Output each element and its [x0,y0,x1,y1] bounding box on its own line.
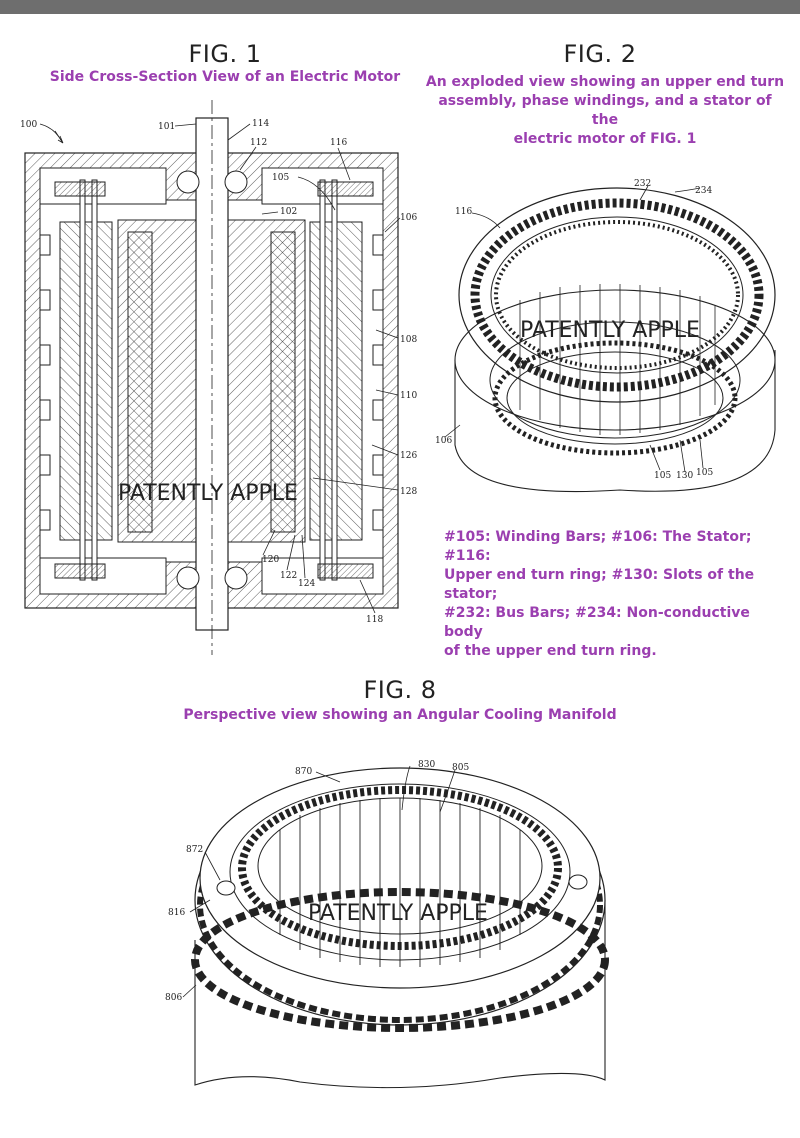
legend-line: #232: Bus Bars; #234: Non-conductive body [444,605,750,640]
bearing [177,567,199,589]
watermark: PATENTLY APPLE [308,901,488,926]
ref-232: 232 [634,179,652,189]
ref-126: 126 [400,451,418,461]
fig2-title: FIG. 2 [563,40,637,68]
ref-872: 872 [186,845,204,855]
ref-100: 100 [20,120,38,130]
ref-101: 101 [158,122,176,132]
legend-line: of the upper end turn ring. [444,643,657,659]
fig1-drawing [20,100,417,655]
ref-816: 816 [168,908,186,918]
ref-106: 106 [435,436,453,446]
fig2-caption-line: An exploded view showing an upper end turn [425,74,785,90]
ref-112: 112 [250,138,268,148]
port [217,881,235,895]
fig1-caption: Side Cross-Section View of an Electric Motor [49,69,401,85]
ref-870: 870 [295,767,313,777]
watermark: PATENTLY APPLE [118,481,298,506]
stator-left [60,222,112,540]
bearing [177,171,199,193]
ref-105b: 105 [696,468,714,478]
ref-830: 830 [418,760,436,770]
ref-122: 122 [280,571,298,581]
end-ring-bottom-right [318,564,373,578]
ref-105: 105 [654,471,672,481]
ref-102: 102 [280,207,298,217]
fig8-title: FIG. 8 [363,676,437,704]
watermark: PATENTLY APPLE [520,318,700,343]
ref-124: 124 [298,579,316,589]
ref-108: 108 [400,335,418,345]
ref-805: 805 [452,763,470,773]
end-ring-top-left [55,182,105,196]
ref-116: 116 [330,138,348,148]
fig8-drawing [165,760,605,1088]
fig2-caption-line: electric motor of FIG. 1 [513,131,697,147]
fig1-title: FIG. 1 [188,40,262,68]
ref-128: 128 [400,487,418,497]
ref-110: 110 [400,391,418,401]
fig8-caption: Perspective view showing an Angular Cooling Manifold [183,707,617,723]
ref-234: 234 [695,186,713,196]
ref-105: 105 [272,173,290,183]
ref-116: 116 [455,207,473,217]
fig2-drawing [435,179,775,492]
end-ring-top-right [318,182,373,196]
ref-120: 120 [262,555,280,565]
ref-118: 118 [366,615,384,625]
end-ring-bottom-left [55,564,105,578]
bearing [225,567,247,589]
legend-line: #105: Winding Bars; #106: The Stator; #116: [444,529,752,564]
ref-114: 114 [252,119,270,129]
legend-line: Upper end turn ring; #130: Slots of the stator; [444,567,755,602]
ref-806: 806 [165,993,183,1003]
bearing [225,171,247,193]
port [569,875,587,889]
ref-130: 130 [676,471,694,481]
ref-106: 106 [400,213,418,223]
fig2-caption-line: assembly, phase windings, and a stator of the [438,93,772,128]
